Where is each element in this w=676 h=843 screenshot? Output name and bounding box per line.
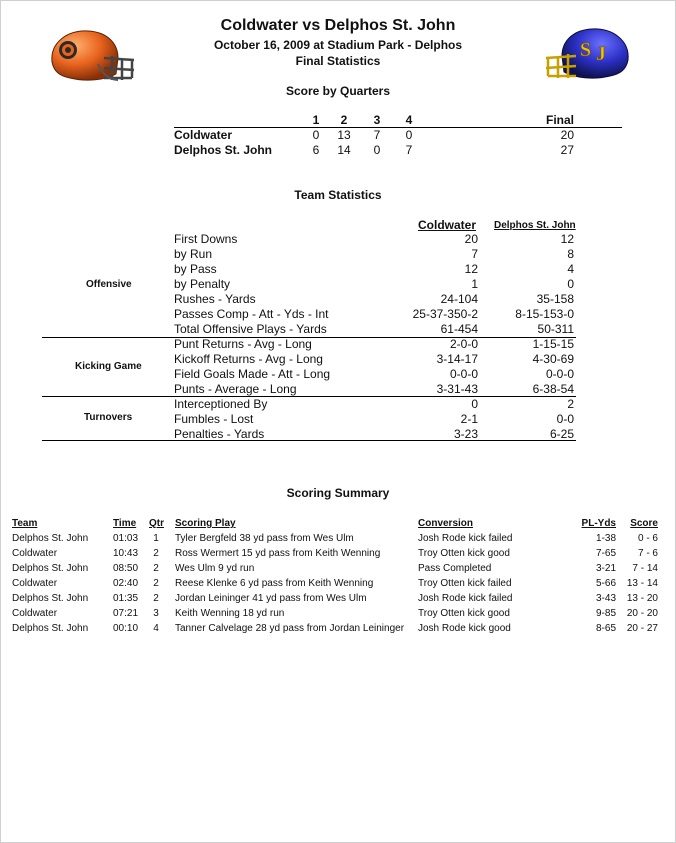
scoring-header-conv: Conversion bbox=[418, 518, 474, 529]
scoring-header-team: Team bbox=[12, 518, 38, 529]
stats-value-delphos: 0 bbox=[567, 277, 574, 291]
scoring-cell-score: 0 - 6 bbox=[637, 533, 658, 544]
scoring-cell-plyds: 7-65 bbox=[595, 548, 616, 559]
page-title: Coldwater vs Delphos St. John bbox=[220, 17, 456, 34]
stats-label: by Pass bbox=[174, 262, 217, 276]
stats-value-coldwater: 20 bbox=[464, 232, 478, 246]
stats-label: Kickoff Returns - Avg - Long bbox=[174, 352, 323, 366]
scoring-cell-conv: Pass Completed bbox=[418, 563, 492, 574]
stats-value-delphos: 35-158 bbox=[536, 292, 574, 306]
stats-value-delphos: 8-15-153-0 bbox=[515, 307, 574, 321]
group-label-kicking-game: Kicking Game bbox=[75, 361, 142, 372]
scoring-cell-plyds: 1-38 bbox=[595, 533, 616, 544]
q4-header: 4 bbox=[405, 113, 413, 127]
stats-label: Punts - Average - Long bbox=[174, 382, 297, 396]
scoring-cell-play: Tyler Bergfeld 38 yd pass from Wes Ulm bbox=[175, 533, 354, 544]
q1-score: 6 bbox=[312, 143, 320, 157]
q4-score: 0 bbox=[405, 128, 413, 142]
stats-label: by Penalty bbox=[174, 277, 231, 291]
stats-row bbox=[174, 367, 578, 382]
scoring-cell-play: Keith Wenning 18 yd run bbox=[175, 608, 285, 619]
scoring-cell-time: 01:35 bbox=[113, 593, 139, 604]
stats-row bbox=[174, 277, 578, 292]
scoring-cell-conv: Troy Otten kick good bbox=[418, 548, 510, 559]
q1-score: 0 bbox=[312, 128, 320, 142]
stats-row bbox=[174, 352, 578, 367]
scoring-cell-time: 10:43 bbox=[113, 548, 139, 559]
scoring-cell-score: 13 - 20 bbox=[626, 593, 658, 604]
scoring-cell-qtr: 2 bbox=[153, 563, 159, 574]
stats-value-coldwater: 2-0-0 bbox=[449, 337, 478, 351]
stats-row bbox=[174, 232, 578, 247]
scoring-cell-score: 7 - 6 bbox=[637, 548, 658, 559]
group-label-turnovers: Turnovers bbox=[84, 412, 133, 423]
quarters-team-name: Delphos St. John bbox=[174, 143, 273, 157]
quarters-row-coldwater bbox=[174, 128, 622, 143]
scoring-header-plyds: PL-Yds bbox=[581, 518, 616, 529]
stats-value-delphos: 4-30-69 bbox=[532, 352, 574, 366]
scoring-header-score: Score bbox=[630, 518, 658, 529]
stats-row bbox=[174, 412, 578, 427]
scoring-cell-plyds: 8-65 bbox=[595, 623, 616, 634]
stats-label: Interceptioned By bbox=[174, 397, 268, 411]
q2-header: 2 bbox=[340, 113, 348, 127]
q1-header: 1 bbox=[312, 113, 320, 127]
stats-row bbox=[174, 337, 578, 352]
final-header: Final bbox=[545, 113, 574, 127]
scoring-cell-conv: Josh Rode kick failed bbox=[418, 593, 513, 604]
scoring-cell-score: 20 - 20 bbox=[626, 608, 658, 619]
stats-label: by Run bbox=[174, 247, 213, 261]
stats-row bbox=[174, 322, 578, 337]
stats-label: Passes Comp - Att - Yds - Int bbox=[174, 307, 329, 321]
final-statistics-label: Final Statistics bbox=[295, 54, 381, 68]
stats-value-delphos: 6-38-54 bbox=[532, 382, 574, 396]
scoring-cell-play: Jordan Leininger 41 yd pass from Wes Ulm bbox=[175, 593, 367, 604]
quarters-row-delphos bbox=[174, 143, 622, 158]
q4-score: 7 bbox=[405, 143, 413, 157]
scoring-cell-conv: Troy Otten kick failed bbox=[418, 578, 512, 589]
stats-label: Penalties - Yards bbox=[174, 427, 265, 441]
quarters-team-name: Coldwater bbox=[174, 128, 233, 142]
scoring-cell-qtr: 3 bbox=[153, 608, 159, 619]
scoring-header-play: Scoring Play bbox=[175, 518, 236, 529]
q3-header: 3 bbox=[373, 113, 381, 127]
stats-row bbox=[174, 382, 578, 397]
scoring-cell-team: Delphos St. John bbox=[12, 563, 89, 574]
scoring-cell-time: 02:40 bbox=[113, 578, 139, 589]
scoring-cell-qtr: 1 bbox=[153, 533, 159, 544]
stats-value-coldwater: 12 bbox=[464, 262, 478, 276]
stats-value-delphos: 0-0-0 bbox=[545, 367, 574, 381]
scoring-cell-play: Ross Wermert 15 yd pass from Keith Wenning bbox=[175, 548, 381, 559]
scoring-cell-plyds: 9-85 bbox=[595, 608, 616, 619]
quarters-header-row bbox=[174, 113, 622, 128]
stats-row bbox=[174, 427, 578, 442]
scoring-cell-score: 20 - 27 bbox=[626, 623, 658, 634]
scoring-cell-team: Coldwater bbox=[12, 578, 58, 589]
scoring-cell-qtr: 4 bbox=[153, 623, 159, 634]
scoring-cell-time: 07:21 bbox=[113, 608, 139, 619]
stats-row bbox=[174, 397, 578, 412]
stats-value-coldwater: 61-454 bbox=[440, 322, 478, 336]
stats-row bbox=[174, 292, 578, 307]
stats-value-coldwater: 3-23 bbox=[453, 427, 478, 441]
stats-value-coldwater: 0-0-0 bbox=[449, 367, 478, 381]
scoring-cell-time: 00:10 bbox=[113, 623, 139, 634]
svg-text:S: S bbox=[580, 39, 592, 61]
stats-value-coldwater: 25-37-350-2 bbox=[412, 307, 478, 321]
scoring-cell-qtr: 2 bbox=[153, 548, 159, 559]
final-score: 27 bbox=[560, 143, 574, 157]
scoring-header-qtr: Qtr bbox=[149, 518, 164, 529]
team-statistics-title: Team Statistics bbox=[294, 188, 382, 202]
scoring-cell-plyds: 3-43 bbox=[595, 593, 616, 604]
game-date-location: October 16, 2009 at Stadium Park - Delphos bbox=[213, 38, 463, 52]
q3-score: 0 bbox=[373, 143, 381, 157]
scoring-cell-play: Reese Klenke 6 yd pass from Keith Wenning bbox=[175, 578, 374, 589]
stats-column-delphos: Delphos St. John bbox=[494, 220, 576, 231]
stats-value-coldwater: 2-1 bbox=[460, 412, 478, 426]
score-by-quarters-title: Score by Quarters bbox=[285, 84, 391, 98]
stats-column-coldwater: Coldwater bbox=[418, 218, 477, 232]
scoring-cell-time: 01:03 bbox=[113, 533, 139, 544]
stats-label: First Downs bbox=[174, 232, 238, 246]
scoring-cell-conv: Troy Otten kick good bbox=[418, 608, 510, 619]
scoring-header-time: Time bbox=[113, 518, 137, 529]
stats-value-coldwater: 0 bbox=[471, 397, 478, 411]
stats-value-delphos: 8 bbox=[567, 247, 574, 261]
final-score: 20 bbox=[560, 128, 574, 142]
scoring-cell-play: Wes Ulm 9 yd run bbox=[175, 563, 255, 574]
stats-value-delphos: 1-15-15 bbox=[532, 337, 574, 351]
scoring-cell-plyds: 5-66 bbox=[595, 578, 616, 589]
stats-value-delphos: 2 bbox=[567, 397, 574, 411]
stats-value-coldwater: 7 bbox=[471, 247, 478, 261]
stats-label: Field Goals Made - Att - Long bbox=[174, 367, 331, 381]
stats-value-coldwater: 1 bbox=[471, 277, 478, 291]
scoring-cell-time: 08:50 bbox=[113, 563, 139, 574]
stats-label: Rushes - Yards bbox=[174, 292, 256, 306]
stats-row bbox=[174, 247, 578, 262]
stats-row bbox=[174, 262, 578, 277]
stats-label: Punt Returns - Avg - Long bbox=[174, 337, 312, 351]
scoring-cell-plyds: 3-21 bbox=[595, 563, 616, 574]
scoring-cell-team: Delphos St. John bbox=[12, 533, 89, 544]
stats-label: Total Offensive Plays - Yards bbox=[174, 322, 327, 336]
stats-value-coldwater: 3-31-43 bbox=[436, 382, 478, 396]
scoring-cell-team: Delphos St. John bbox=[12, 593, 89, 604]
scoring-cell-score: 13 - 14 bbox=[626, 578, 658, 589]
stats-value-delphos: 50-311 bbox=[537, 322, 574, 336]
group-label-offensive: Offensive bbox=[86, 279, 132, 290]
q3-score: 7 bbox=[373, 128, 381, 142]
stats-label: Fumbles - Lost bbox=[174, 412, 254, 426]
scoring-cell-team: Coldwater bbox=[12, 548, 58, 559]
stats-value-delphos: 6-25 bbox=[549, 427, 574, 441]
scoring-cell-conv: Josh Rode kick good bbox=[418, 623, 511, 634]
stats-value-coldwater: 24-104 bbox=[440, 292, 478, 306]
scoring-cell-team: Coldwater bbox=[12, 608, 58, 619]
scoring-cell-score: 7 - 14 bbox=[632, 563, 658, 574]
scoring-cell-play: Tanner Calvelage 28 yd pass from Jordan Leininger bbox=[175, 623, 405, 634]
svg-text:J: J bbox=[596, 43, 606, 65]
q2-score: 14 bbox=[337, 143, 351, 157]
scoring-cell-qtr: 2 bbox=[153, 578, 159, 589]
stats-value-delphos: 0-0 bbox=[556, 412, 574, 426]
scoring-cell-team: Delphos St. John bbox=[12, 623, 89, 634]
scoring-cell-conv: Josh Rode kick failed bbox=[418, 533, 513, 544]
stats-value-delphos: 4 bbox=[567, 262, 574, 276]
q2-score: 13 bbox=[337, 128, 351, 142]
scoring-cell-qtr: 2 bbox=[153, 593, 159, 604]
stats-value-delphos: 12 bbox=[560, 232, 574, 246]
stats-row bbox=[174, 307, 578, 322]
scoring-summary-title: Scoring Summary bbox=[286, 486, 390, 500]
stats-value-coldwater: 3-14-17 bbox=[436, 352, 478, 366]
